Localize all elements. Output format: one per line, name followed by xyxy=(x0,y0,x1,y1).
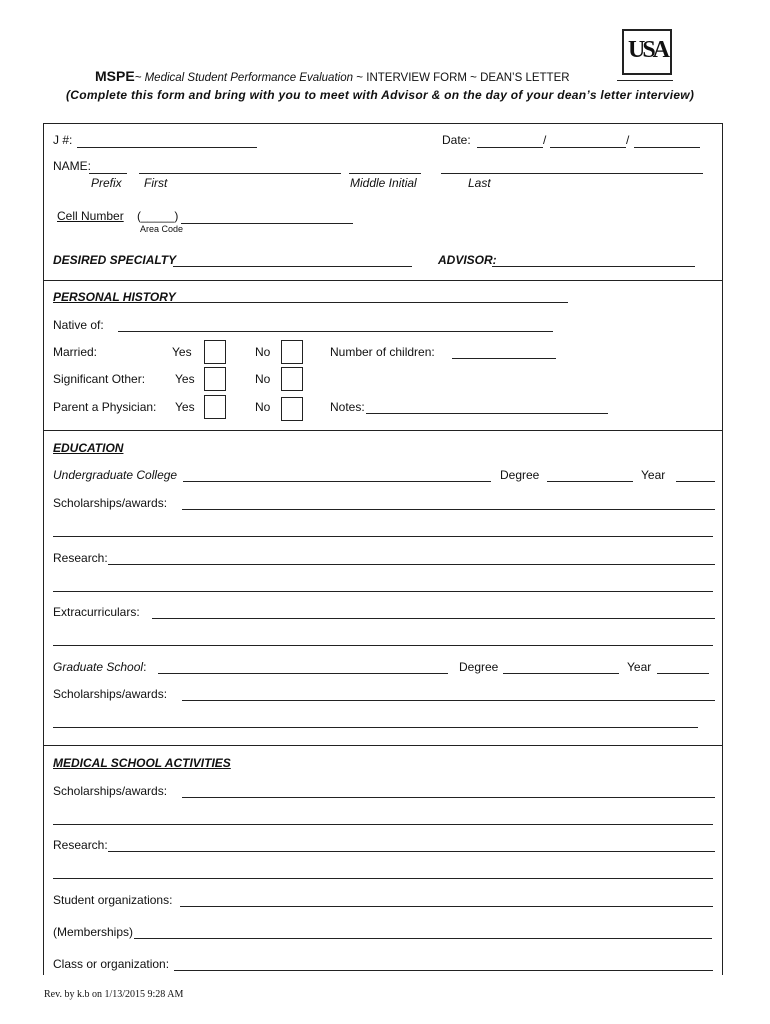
revision-note: Rev. by k.b on 1/13/2015 9:28 AM xyxy=(44,989,184,1000)
title-italic: ~ Medical Student Performance Evaluation ~ xyxy=(134,72,363,84)
edu-scholarships-input-line2[interactable] xyxy=(53,522,713,537)
student-orgs-input[interactable] xyxy=(180,892,713,907)
married-yes-label: Yes xyxy=(172,345,192,359)
sig-no-checkbox[interactable] xyxy=(281,367,303,391)
j-number-label: J #: xyxy=(53,133,73,147)
edu-research-input[interactable] xyxy=(108,550,715,565)
prefix-caption: Prefix xyxy=(91,176,122,190)
med-research-label: Research: xyxy=(53,838,108,852)
edu-scholarships-label: Scholarships/awards: xyxy=(53,496,168,510)
extracurriculars-input-line2[interactable] xyxy=(53,631,713,646)
memberships-label: (Memberships) xyxy=(53,925,134,939)
grad-scholarships-input[interactable] xyxy=(182,686,715,701)
advisor-label: ADVISOR: xyxy=(438,253,497,267)
married-yes-checkbox[interactable] xyxy=(204,340,226,364)
heading-rule xyxy=(170,302,568,303)
logo-underline xyxy=(617,80,673,81)
class-org-input[interactable] xyxy=(174,956,713,971)
med-research-input[interactable] xyxy=(108,837,715,852)
grad-scholarships-input-line2[interactable] xyxy=(53,713,698,728)
edu-scholarships-input[interactable] xyxy=(182,495,715,510)
education-heading: EDUCATION xyxy=(53,441,124,455)
name-middle-input[interactable] xyxy=(349,159,421,174)
notes-label: Notes: xyxy=(330,400,365,414)
title-rest: INTERVIEW FORM ~ DEAN’S LETTER xyxy=(366,72,570,84)
middle-initial-caption: Middle Initial xyxy=(350,176,417,190)
name-first-input[interactable] xyxy=(139,159,341,174)
med-scholarships-label: Scholarships/awards: xyxy=(53,784,168,798)
edu-research-label: Research: xyxy=(53,551,108,565)
date-year-input[interactable] xyxy=(634,133,700,148)
first-caption: First xyxy=(144,176,168,190)
married-label: Married: xyxy=(53,345,98,359)
parent-no-label: No xyxy=(255,400,271,414)
last-caption: Last xyxy=(468,176,491,190)
memberships-input[interactable] xyxy=(134,924,712,939)
med-research-input-line2[interactable] xyxy=(53,864,713,879)
title-mspe: MSPE xyxy=(95,68,135,84)
date-day-input[interactable] xyxy=(550,133,626,148)
name-last-input[interactable] xyxy=(441,159,703,174)
notes-input[interactable] xyxy=(366,399,608,414)
form-title xyxy=(95,68,570,84)
name-label: NAME: xyxy=(53,159,92,173)
grad-degree-input[interactable] xyxy=(503,659,619,674)
sig-no-label: No xyxy=(255,372,271,386)
undergrad-year-label: Year xyxy=(641,468,666,482)
desired-specialty-label: DESIRED SPECIALTY xyxy=(53,253,177,267)
date-label: Date: xyxy=(442,133,471,147)
undergrad-year-input[interactable] xyxy=(676,467,715,482)
med-scholarships-input[interactable] xyxy=(182,783,715,798)
parent-physician-label: Parent a Physician: xyxy=(53,400,157,414)
logo-text: USA xyxy=(628,37,668,63)
children-input[interactable] xyxy=(452,344,556,359)
grad-scholarships-label: Scholarships/awards: xyxy=(53,687,168,701)
graduate-school-input[interactable] xyxy=(158,659,448,674)
sig-yes-checkbox[interactable] xyxy=(204,367,226,391)
undergrad-degree-label: Degree xyxy=(500,468,540,482)
graduate-school-colon: : xyxy=(143,660,147,674)
usa-logo xyxy=(622,29,672,75)
area-code-caption: Area Code xyxy=(140,224,184,234)
parent-no-checkbox[interactable] xyxy=(281,397,303,421)
cell-area-code-paren: (_____) xyxy=(137,209,179,223)
desired-specialty-input[interactable] xyxy=(173,252,412,267)
undergrad-label: Undergraduate College xyxy=(53,468,178,482)
medical-activities-section xyxy=(43,745,723,975)
sig-yes-label: Yes xyxy=(175,372,195,386)
grad-year-input[interactable] xyxy=(657,659,709,674)
married-no-label: No xyxy=(255,345,271,359)
graduate-school-text: Graduate School xyxy=(53,660,144,674)
class-org-label: Class or organization: xyxy=(53,957,170,971)
graduate-school-label xyxy=(53,660,146,674)
student-orgs-label: Student organizations: xyxy=(53,893,173,907)
extracurriculars-input[interactable] xyxy=(152,604,715,619)
medical-activities-heading: MEDICAL SCHOOL ACTIVITIES xyxy=(53,756,231,770)
extracurriculars-label: Extracurriculars: xyxy=(53,605,140,619)
j-number-input[interactable] xyxy=(77,133,257,148)
cell-number-label: Cell Number xyxy=(57,209,124,223)
native-of-input[interactable] xyxy=(118,317,553,332)
grad-year-label: Year xyxy=(627,660,652,674)
form-subtitle: (Complete this form and bring with you to meet with Advisor & on the day of your dean’s letter interview) xyxy=(66,88,695,102)
native-of-label: Native of: xyxy=(53,318,104,332)
med-scholarships-input-line2[interactable] xyxy=(53,810,713,825)
significant-other-label: Significant Other: xyxy=(53,372,146,386)
personal-history-heading: PERSONAL HISTORY xyxy=(53,290,176,304)
advisor-input[interactable] xyxy=(492,252,695,267)
married-no-checkbox[interactable] xyxy=(281,340,303,364)
name-prefix-input[interactable] xyxy=(89,159,127,174)
parent-yes-label: Yes xyxy=(175,400,195,414)
children-label: Number of children: xyxy=(330,345,435,359)
date-separator: / xyxy=(626,133,630,147)
grad-degree-label: Degree xyxy=(459,660,499,674)
date-separator: / xyxy=(543,133,547,147)
cell-number-input[interactable] xyxy=(181,209,353,224)
undergrad-degree-input[interactable] xyxy=(547,467,633,482)
date-month-input[interactable] xyxy=(477,133,543,148)
undergrad-input[interactable] xyxy=(183,467,491,482)
edu-research-input-line2[interactable] xyxy=(53,577,713,592)
parent-yes-checkbox[interactable] xyxy=(204,395,226,419)
